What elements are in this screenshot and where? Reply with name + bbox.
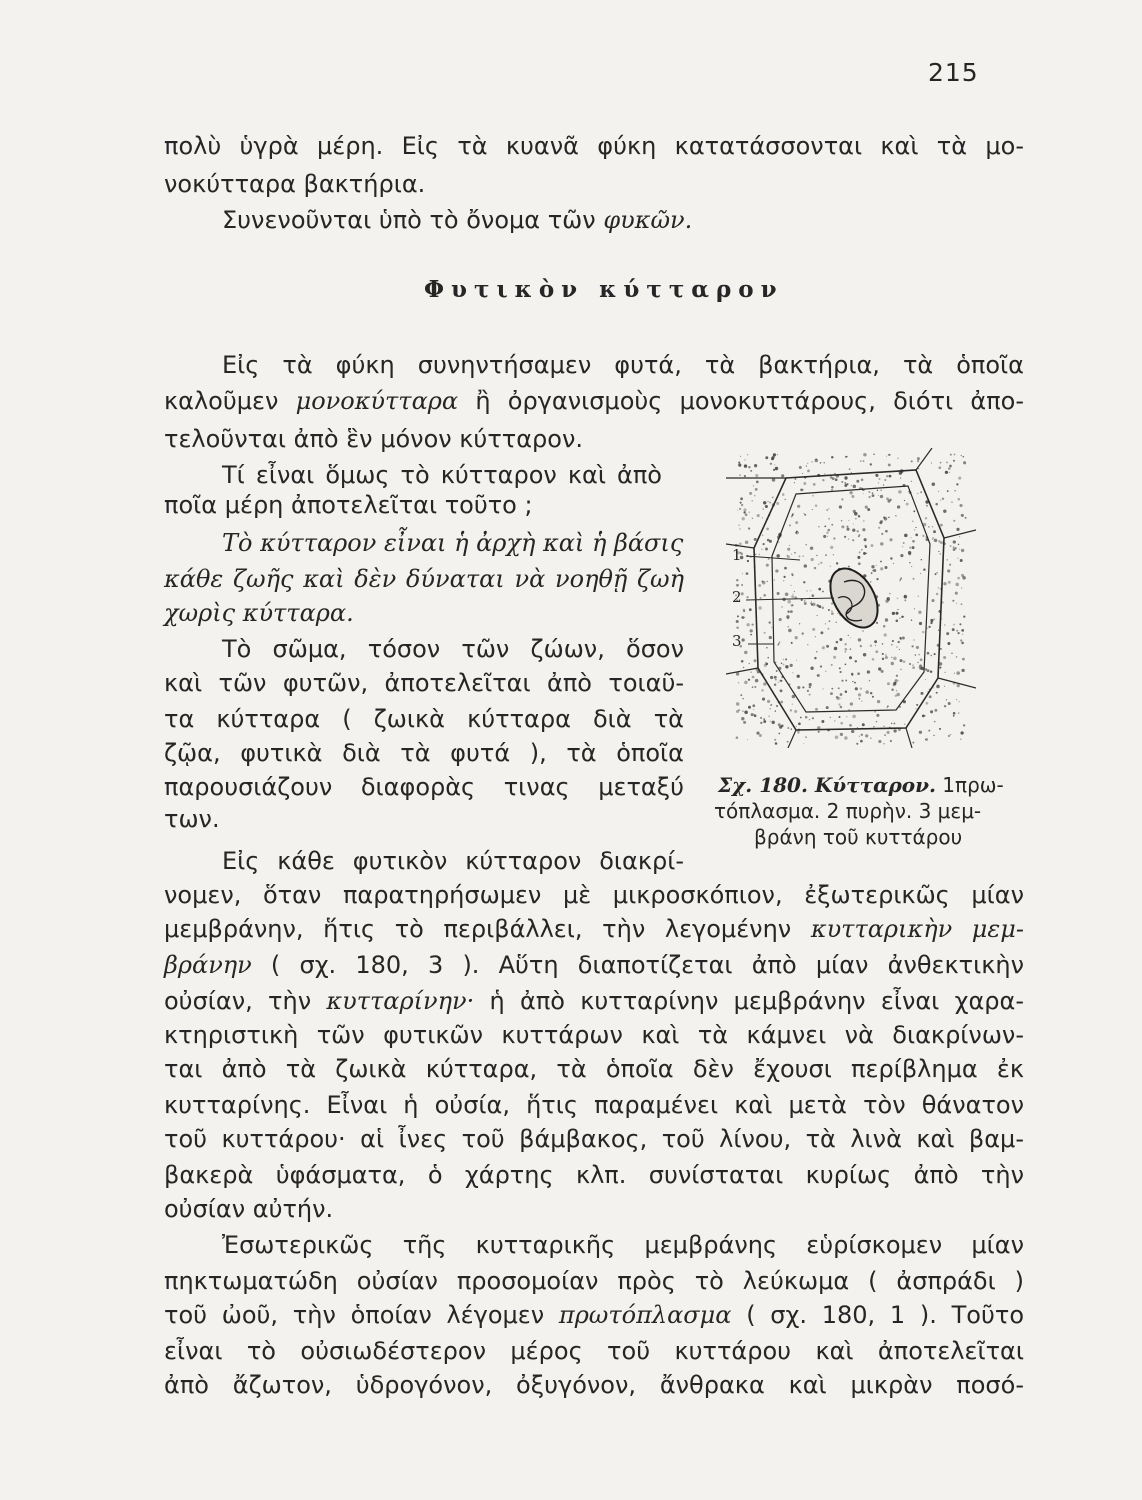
text-line: Ἐσωτερικῶς τῆς κυτταρικῆς μεμβράνης εὑρίσκομεν μίαν: [222, 1231, 1024, 1259]
text-line: οὐσίαν αὐτήν.: [164, 1195, 334, 1223]
text-line: [164, 386, 1024, 416]
text-line: ποῖα μέρη ἀποτελεῖται τοῦτο ;: [164, 491, 533, 519]
figure-caption-line: τόπλασμα. 2 πυρὴν. 3 μεμ-: [714, 799, 982, 823]
text-line: κάθε ζωῆς καὶ δὲν δύναται νὰ νοηθῇ ζωὴ: [164, 565, 684, 593]
caption-text: 1πρω-: [935, 773, 1004, 797]
text-line: [164, 1300, 1024, 1330]
term-protoplasma: πρωτόπλασμα: [558, 1301, 732, 1329]
text-line: χωρὶς κύτταρα.: [164, 599, 354, 627]
text-line: πολὺ ὑγρὰ μέρη. Εἰς τὰ κυανᾶ φύκη κατατάσσονται καὶ τὰ μο-: [164, 132, 1024, 160]
cell-illustration: [726, 448, 976, 748]
text-line: [164, 950, 1024, 980]
text-line: κτηριστικὴ τῶν φυτικῶν κυττάρων καὶ τὰ κάμνει νὰ διακρίνων-: [164, 1021, 1024, 1049]
text-span: οὐσίαν, τὴν: [164, 987, 327, 1015]
text-line: παρουσιάζουν διαφορὰς τινας μεταξύ: [164, 773, 684, 801]
text-span: Συνενοῦνται ὑπὸ τὸ ὄνομα τῶν: [222, 206, 604, 234]
term-kyttariki-membrani: κυτταρικὴν μεμ-: [810, 915, 1024, 943]
page-number: 215: [928, 58, 979, 87]
text-line: τελοῦνται ἀπὸ ἓν μόνον κύτταρον.: [164, 425, 583, 453]
text-line: ται ἀπὸ τὰ ζωικὰ κύτταρα, τὰ ὁποῖα δὲν ἔχουσι περίβλημα ἐκ: [164, 1055, 1024, 1083]
label-line-2: [746, 598, 834, 600]
text-line: εἶναι τὸ οὐσιωδέστερον μέρος τοῦ κυττάρου καὶ ἀποτελεῖται: [164, 1337, 1024, 1365]
text-line: νοκύτταρα βακτήρια.: [164, 170, 426, 198]
text-line: Εἰς κάθε φυτικὸν κύτταρον διακρί-: [222, 847, 684, 875]
text-line: Εἰς τὰ φύκη συνηντήσαμεν φυτά, τὰ βακτήρια, τὰ ὁποῖα: [222, 351, 1024, 379]
text-span: μεμβράνην, ἥτις τὸ περιβάλλει, τὴν λεγομένην: [164, 915, 811, 943]
text-span: ἢ ὀργανισμοὺς μονοκυττάρους, διότι ἀπο-: [458, 387, 1024, 415]
text-span: ἡ ἀπὸ κυτταρίνην μεμβράνην εἶναι χαρα-: [474, 987, 1024, 1015]
text-span: ( σχ. 180, 3 ). Αὕτη διαποτίζεται ἀπὸ μίαν ἀνθεκτικὴν: [251, 951, 1024, 979]
text-line: ζῷα, φυτικὰ διὰ τὰ φυτά ), τὰ ὁποῖα: [164, 739, 684, 767]
text-line: τα κύτταρα ( ζωικὰ κύτταρα διὰ τὰ: [164, 705, 684, 733]
caption-lead: Σχ. 180. Κύτταρον.: [718, 773, 936, 797]
text-line: Τὸ κύτταρον εἶναι ἡ ἀρχὴ καὶ ἡ βάσις: [222, 529, 684, 557]
figure-label-2: 2: [732, 588, 742, 606]
text-line: νομεν, ὅταν παρατηρήσωμεν μὲ μικροσκόπιον, ἐξωτερικῶς μίαν: [164, 881, 1024, 909]
figure-caption: [718, 772, 1004, 798]
text-line: Τί εἶναι ὅμως τὸ κύτταρον καὶ ἀπὸ: [222, 461, 662, 489]
figure-caption-line: βράνη τοῦ κυττάρου: [754, 825, 963, 849]
term-monokyttara: μονοκύτταρα: [295, 387, 459, 415]
figure-label-3: 3: [732, 632, 742, 650]
text-line: των.: [164, 805, 220, 833]
text-span: καλοῦμεν: [164, 387, 296, 415]
text-line: [164, 986, 1024, 1016]
text-line: καὶ τῶν φυτῶν, ἀποτελεῖται ἀπὸ τοιαῦ-: [164, 669, 684, 697]
text-line: ἀπὸ ἄζωτον, ὑδρογόνον, ὀξυγόνον, ἄνθρακα καὶ μικρὰν ποσό-: [164, 1371, 1024, 1399]
text-line: τοῦ κυττάρου· αἱ ἶνες τοῦ βάμβακος, τοῦ λίνου, τὰ λινὰ καὶ βαμ-: [164, 1125, 1024, 1153]
term-phykon: φυκῶν.: [603, 206, 693, 234]
text-span: ( σχ. 180, 1 ). Τοῦτο: [731, 1301, 1025, 1329]
section-heading: Φυτικὸν κύτταρον: [424, 276, 784, 303]
text-line: κυτταρίνης. Εἶναι ἡ οὐσία, ἥτις παραμένει καὶ μετὰ τὸν θάνατον: [164, 1091, 1024, 1119]
text-line: πηκτωματώδη οὐσίαν προσομοίαν πρὸς τὸ λεύκωμα ( ἀσπράδι ): [164, 1267, 1024, 1295]
text-line: [164, 914, 1024, 944]
text-line: βακερὰ ὑφάσματα, ὁ χάρτης κλπ. συνίσταται κυρίως ἀπὸ τὴν: [164, 1161, 1024, 1189]
text-line: Τὸ σῶμα, τόσον τῶν ζώων, ὅσον: [222, 635, 684, 663]
figure-label-1: 1: [732, 546, 742, 564]
term-vranin: βράνην: [164, 951, 252, 979]
term-kyttarinin: κυτταρίνην·: [326, 987, 475, 1015]
text-line: [222, 205, 692, 235]
text-span: τοῦ ὠοῦ, τὴν ὁποίαν λέγομεν: [164, 1301, 559, 1329]
